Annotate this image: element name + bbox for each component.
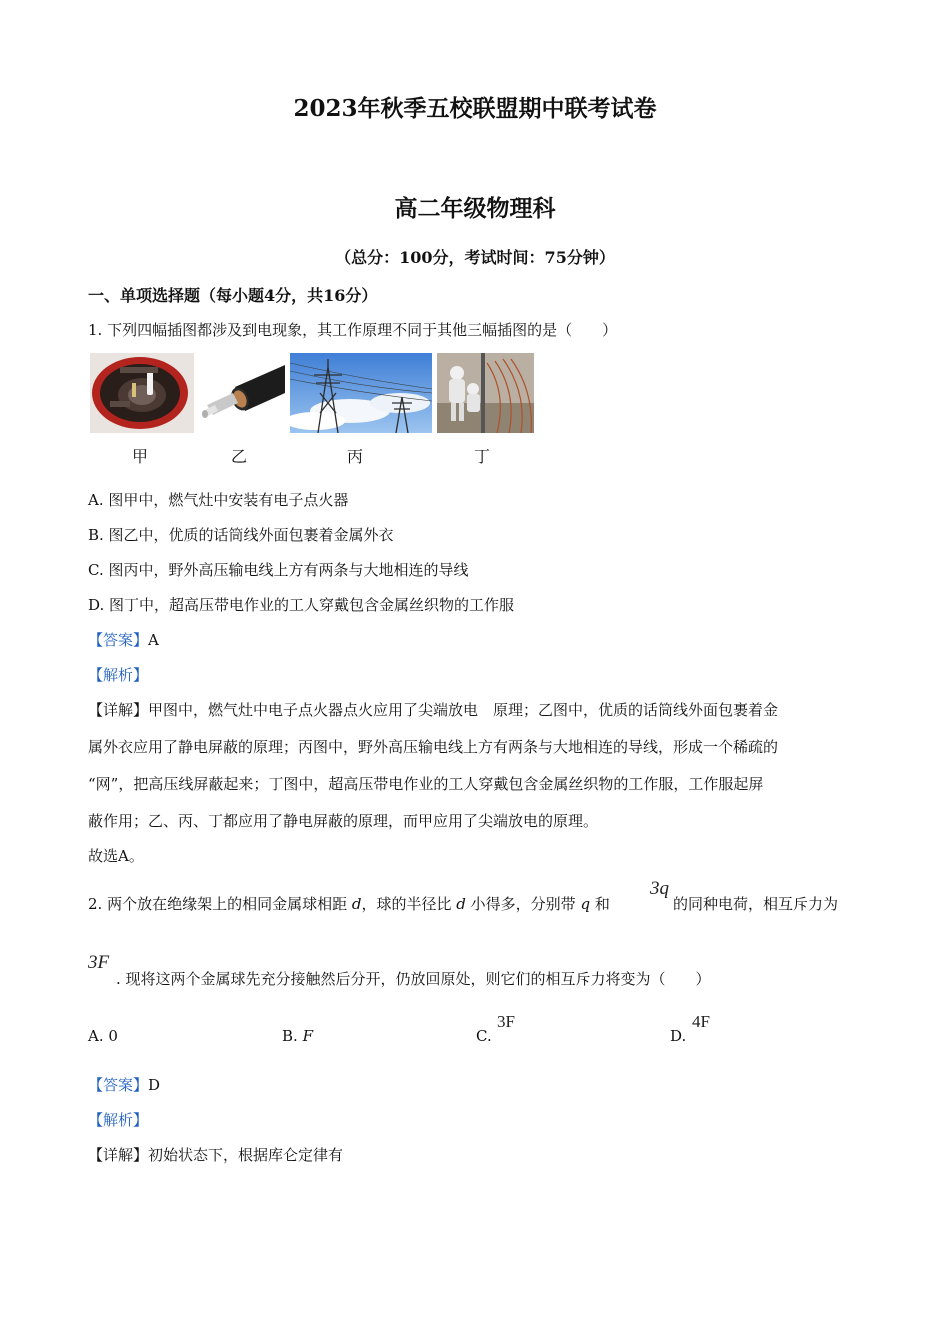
q2-stem-part-c: 小得多，分别带 — [470, 895, 576, 913]
q1-conclusion: 故选A。 — [88, 847, 144, 865]
q2-var-d-repeat: d — [456, 895, 466, 913]
q2-detail-text: 初始状态下，根据库仑定律有 — [148, 1146, 344, 1164]
q2-detail-tag: 【详解】 — [88, 1146, 149, 1164]
q2-answer-tag: 【答案】 — [88, 1076, 149, 1094]
q2-expr-3F: 3F — [88, 952, 110, 973]
q2-var-d: d — [351, 895, 362, 913]
q2-stem-part-e: 的同种电荷，相互斥力为 — [673, 895, 839, 913]
q2-stem-part-a: 2. 两个放在绝缘架上的相同金属球相距 — [88, 895, 348, 913]
q2-stem-part-b: ，球的半径比 — [361, 895, 452, 913]
shielded-cable-picture — [201, 353, 285, 433]
q2-stem-part-f: . 现将这两个金属球先充分接触然后分开，仍放回原处，则它们的相互斥力将变为（ ） — [116, 970, 711, 988]
q2-answer — [88, 1074, 160, 1095]
q1-detail-line-4: 蔽作用；乙、丙、丁都应用了静电屏蔽的原理，而甲应用了尖端放电的原理。 — [88, 812, 599, 830]
q2-option-c-value: 3F — [497, 1012, 515, 1031]
q2-option-a — [88, 1027, 118, 1045]
q1-answer — [88, 629, 159, 650]
q2-option-c-label: C. — [476, 1027, 492, 1045]
q1-stem: 1. 下列四幅插图都涉及到电现象，其工作原理不同于其他三幅插图的是（ ） — [88, 321, 618, 339]
exam-title: 2023年秋季五校联盟期中联考试卷 — [293, 95, 657, 122]
q1-caption-jia: 甲 — [131, 447, 148, 466]
q1-image-yi — [201, 353, 285, 433]
q1-option-c: C. 图丙中，野外高压输电线上方有两条与大地相连的导线 — [88, 561, 469, 579]
q2-stem-part-d: 和 — [594, 895, 610, 913]
gas-stove-igniter-picture — [90, 353, 194, 433]
q1-answer-tag: 【答案】 — [88, 631, 149, 649]
q2-option-d-value: 4F — [692, 1012, 710, 1031]
exam-info: （总分：100分，考试时间：75分钟） — [335, 248, 615, 267]
q2-option-a-value: 0 — [108, 1027, 118, 1045]
q2-option-b — [282, 1027, 313, 1045]
q2-stem-line-1 — [88, 893, 610, 914]
q2-analysis-tag: 【解析】 — [88, 1111, 149, 1129]
q1-image-ding — [437, 353, 534, 433]
q1-detail-line-2: 属外衣应用了静电屏蔽的原理；丙图中，野外高压输电线上方有两条与大地相连的导线，形成一个稀疏的 — [88, 738, 779, 756]
q1-answer-value: A — [148, 631, 159, 649]
q2-expr-3q: 3q — [650, 878, 669, 899]
q1-option-b: B. 图乙中，优质的话筒线外面包裹着金属外衣 — [88, 526, 394, 544]
q2-option-d-label: D. — [670, 1027, 687, 1045]
q1-image-bing — [290, 353, 432, 433]
section-heading: 一、单项选择题（每小题4分，共16分） — [88, 286, 378, 305]
q1-caption-ding: 丁 — [473, 447, 490, 466]
q2-detail — [88, 1144, 343, 1165]
q2-option-a-label: A. — [88, 1027, 109, 1045]
q1-caption-bing: 丙 — [346, 447, 363, 466]
q1-detail-line-3: “网”，把高压线屏蔽起来；丁图中，超高压带电作业的工人穿戴包含金属丝织物的工作服，工作服起屏 — [88, 775, 764, 793]
live-line-workers-picture — [437, 353, 534, 433]
q1-option-d: D. 图丁中，超高压带电作业的工人穿戴包含金属丝织物的工作服 — [88, 596, 515, 614]
q2-option-b-label: B. — [282, 1027, 303, 1045]
q2-answer-value: D — [148, 1076, 161, 1094]
q1-caption-yi: 乙 — [230, 447, 247, 466]
q1-option-a: A. 图甲中，燃气灶中安装有电子点火器 — [88, 491, 349, 509]
q1-detail-tag: 【详解】 — [88, 701, 149, 719]
exam-subject: 高二年级物理科 — [394, 195, 556, 222]
q1-detail-text-1: 甲图中，燃气灶中电子点火器点火应用了尖端放电 原理；乙图中，优质的话筒线外面包裹着金 — [148, 701, 779, 719]
power-towers-picture — [290, 353, 432, 433]
q2-option-b-value: F — [302, 1027, 313, 1045]
q2-var-q: q — [580, 895, 591, 913]
q1-detail-line-1 — [88, 699, 863, 720]
q1-image-jia — [90, 353, 194, 433]
q1-analysis-tag: 【解析】 — [88, 666, 149, 684]
